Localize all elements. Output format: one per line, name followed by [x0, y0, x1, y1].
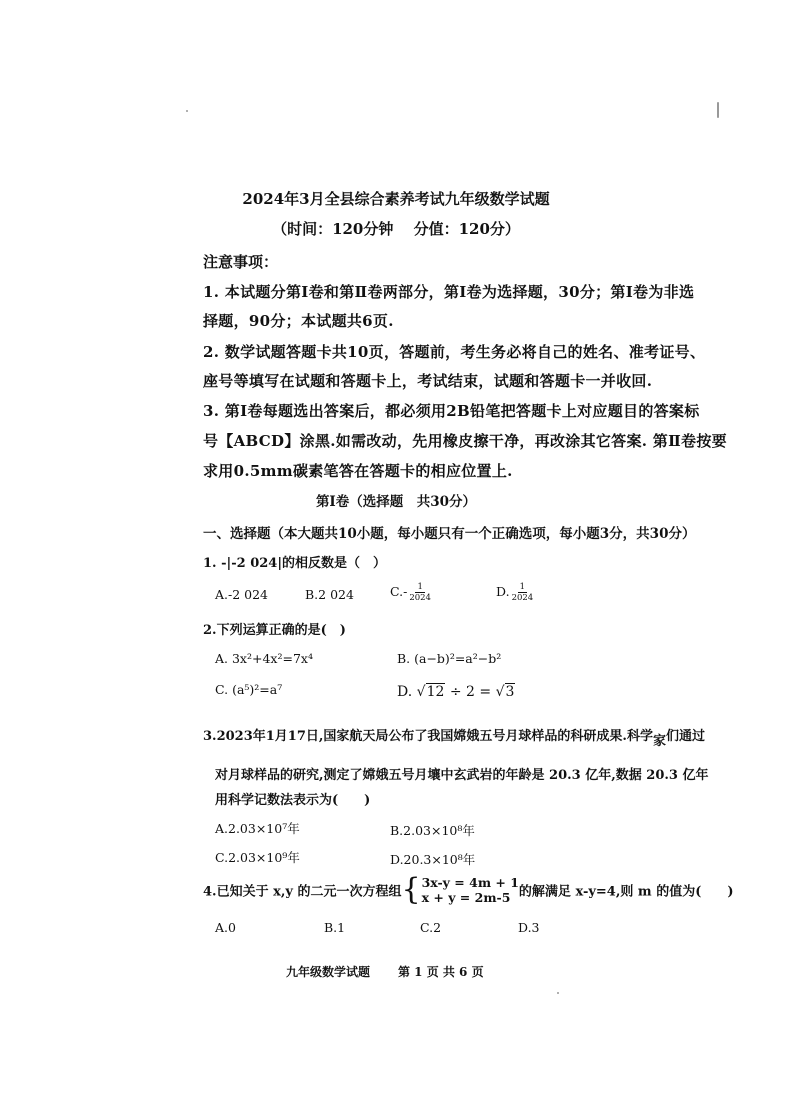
question-3-option-c: C.2.03×10⁹年 [215, 850, 300, 865]
question-4-option-b: B.1 [324, 920, 346, 935]
question-2-option-c: C. (a⁵)²=a⁷ [215, 682, 283, 697]
question-2-stem: 2.下列运算正确的是( ) [203, 623, 346, 638]
question-4-text: 4.已知关于 x,y 的二元一次方程组 [203, 884, 402, 900]
question-2-option-b: B. (a−b)²=a²−b² [397, 651, 502, 666]
scan-speck [557, 992, 559, 994]
question-3-line: 用科学记数法表示为( ) [215, 793, 371, 808]
notice-heading: 注意事项： [203, 253, 279, 271]
scan-speck [186, 110, 188, 112]
fraction-denominator: 2024 [511, 593, 534, 603]
question-4-option-c: C.2 [420, 920, 442, 935]
question-4-text: 的解满足 x-y=4,则 m 的值为( ) [518, 884, 734, 900]
question-1-option-a: A.-2 024 [215, 587, 269, 602]
fraction-numerator: 1 [519, 582, 526, 592]
question-1-stem: 1. -|-2 024|的相反数是（ ） [203, 556, 387, 571]
division-expression: ÷ 2 = [449, 684, 492, 700]
footer-subject: 九年级数学试题 [286, 965, 371, 979]
question-3-option-a: A.2.03×10⁷年 [215, 821, 300, 836]
fraction [512, 582, 534, 603]
option-prefix: D. [397, 684, 413, 700]
footer-page-number: 第 1 页 共 6 页 [398, 965, 484, 979]
radicand: 3 [505, 684, 515, 700]
section-title: 第Ⅰ卷（选择题 共30分） [315, 494, 477, 510]
equation-system [401, 872, 519, 907]
radicand: 12 [426, 684, 445, 700]
notice-line: 求用0.5mm碳素笔答在答题卡的相应位置上. [203, 462, 513, 480]
question-1-option-d [496, 582, 533, 603]
question-3-option-d: D.20.3×10⁸年 [390, 852, 476, 867]
sqrt-icon: √ [416, 684, 426, 700]
question-4-stem [203, 872, 734, 907]
question-1-option-b: B.2 024 [305, 587, 354, 602]
scan-mark [717, 102, 719, 118]
part-heading: 一、选择题（本大题共10小题，每小题只有一个正确选项，每小题3分，共30分） [203, 526, 696, 542]
notice-line: 1. 本试题分第Ⅰ卷和第Ⅱ卷两部分，第Ⅰ卷为选择题，30分；第Ⅰ卷为非选 [203, 283, 695, 301]
question-3-line [203, 725, 705, 749]
exam-subtitle: （时间：120分钟 分值：120分） [272, 220, 520, 238]
exam-title: 2024年3月全县综合素养考试九年级数学试题 [242, 190, 550, 208]
notice-line: 3. 第Ⅰ卷每题选出答案后，都必须用2B铅笔把答题卡上对应题目的答案标 [203, 402, 700, 420]
notice-line: 座号等填写在试题和答题卡上，考试结束，试题和答题卡一并收回. [203, 372, 653, 390]
brace-icon: { [401, 872, 421, 907]
fraction-numerator: 1 [417, 582, 423, 592]
fraction [409, 582, 431, 603]
option-prefix: D. [496, 584, 510, 599]
question-3-option-b: B.2.03×10⁸年 [390, 823, 475, 838]
notice-line: 2. 数学试题答题卡共10页，答题前，考生务必将自己的姓名、准考证号、 [203, 343, 706, 361]
option-prefix: C.- [390, 584, 408, 599]
question-3-text: 3.2023年1月17日,国家航天局公布了我国嫦娥五号月球样品的科研成果.科学 [203, 729, 653, 744]
equation-rows [422, 875, 519, 905]
fraction-denominator: 2024 [409, 593, 431, 603]
question-4-option-a: A.0 [215, 920, 236, 935]
notice-line: 号【ABCD】涂黑.如需改动，先用橡皮擦干净，再改涂其它答案. 第Ⅱ卷按要 [203, 432, 727, 450]
notice-line: 择题，90分；本试题共6页. [203, 312, 394, 330]
sqrt-icon: √ [495, 684, 505, 700]
question-2-option-d [397, 684, 515, 700]
question-1-option-c [390, 582, 431, 603]
question-3-text: 家 [652, 734, 666, 749]
question-2-option-a: A. 3x²+4x²=7x⁴ [215, 651, 313, 666]
question-4-option-d: D.3 [518, 920, 540, 935]
equation-1: 3x-y = 4m + 1 [421, 875, 519, 890]
equation-2: x + y = 2m-5 [421, 890, 511, 905]
question-3-line: 对月球样品的研究,测定了嫦娥五号月壤中玄武岩的年龄是 20.3 亿年,数据 20.3 亿年 [215, 768, 709, 783]
question-3-text: 们通过 [665, 729, 705, 744]
